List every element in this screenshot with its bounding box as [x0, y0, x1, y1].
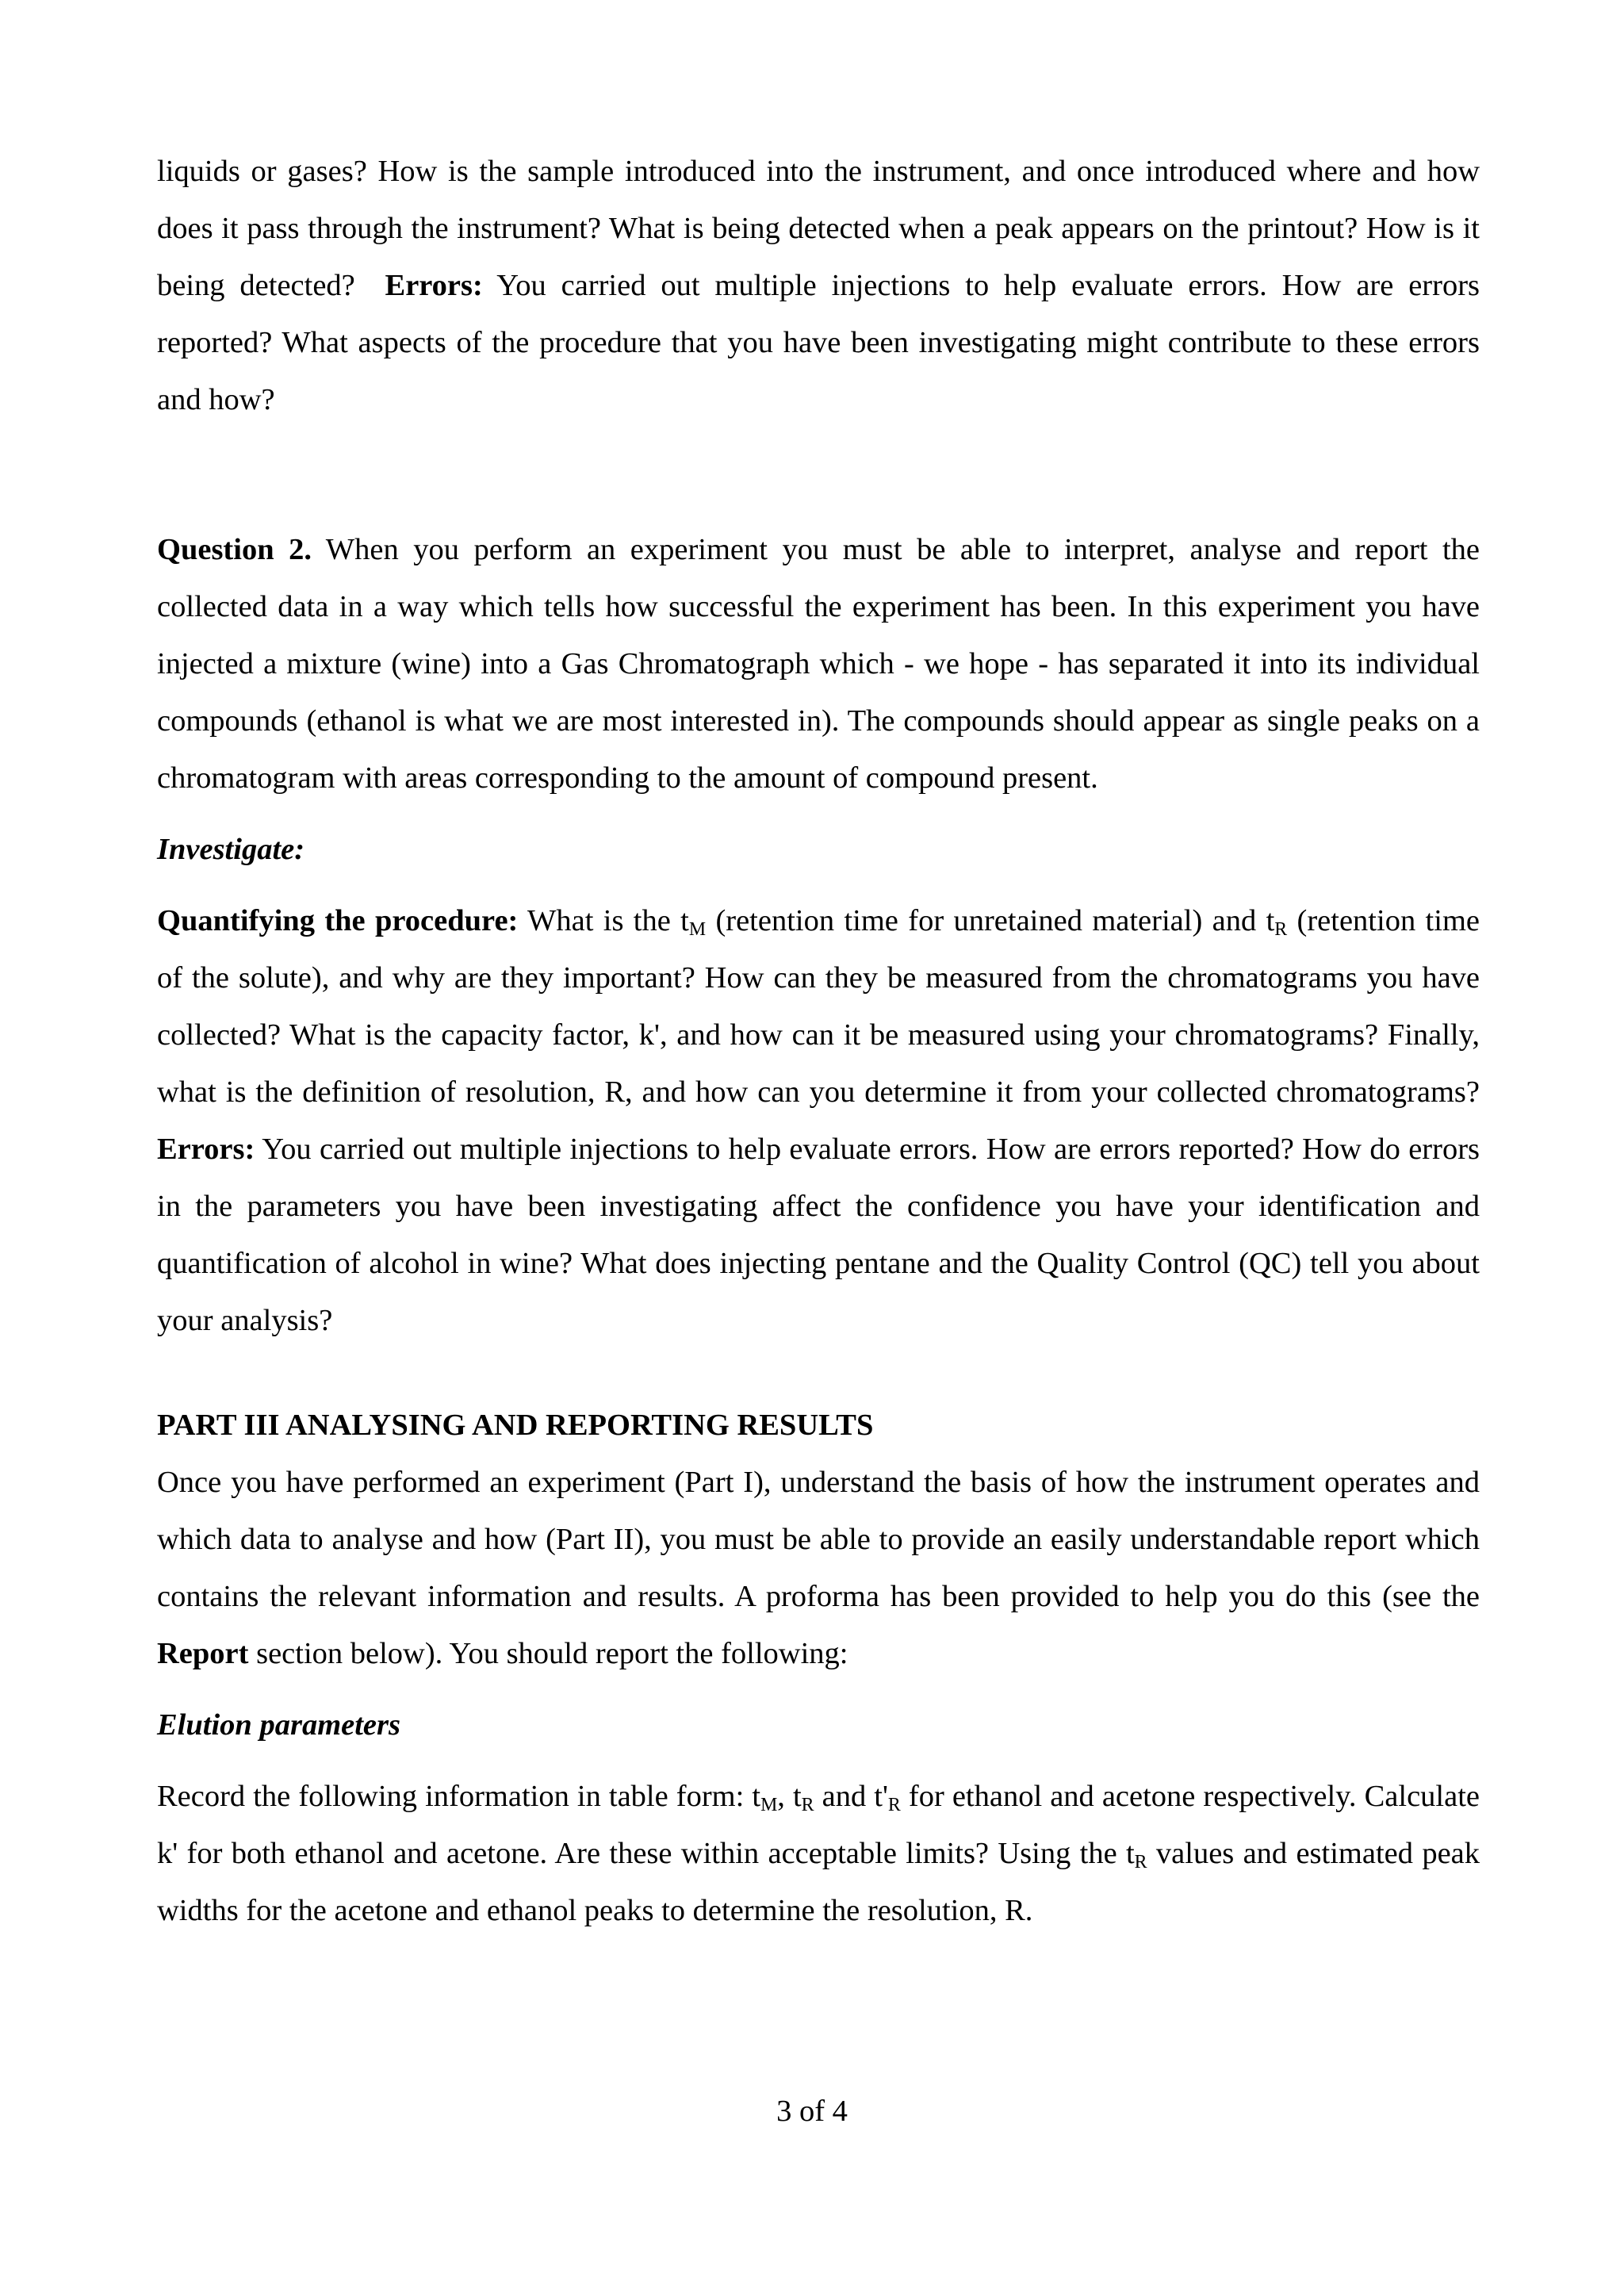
paragraph-elution: Record the following information in table form: $t_M$, $t_R$ and $t'_R$ for ethanol and acetone respectively. Calculate k' for both ethanol and acetone. Are these within acceptable limits? Using the $t_R$ values and estimated peak widths for the acetone and ethanol peaks to determine the resolution, R. [157, 1780, 1480, 1927]
paragraph-text: liquids or gases? How is the sample introduced into the instrument, and once introduced where and how does it pass through the instrument? What is being detected when a peak appears on the printout? How is it being detected? [157, 155, 1480, 302]
paragraph-quantifying: Quantifying the procedure: What is the $t_M$ (retention time for unretained material) and $t_R$ (retention time of the solute), and why are they important? How can they be measured from the chromatograms you have collected? What is the capacity factor, k', and how can it be measured using your chromatograms? Finally, what is the definition of resolution, R, and how can you determine it from your collected chromatograms? Errors: You carried out multiple injections to help evaluate errors. How are errors reported? How do errors in the parameters you have been investigating affect the confidence you have your identification and quantification of alcohol in wine? What does injecting pentane and the Quality Control (QC) tell you about your analysis? [157, 904, 1480, 1337]
question-2-label: Question 2. [157, 533, 312, 566]
paragraph-text: When you perform an experiment you must be able to interpret, analyse and report the collected data in a way which tells how successful the experiment has been. In this experiment you have injected a mixture (wine) into a Gas Chromatograph which - we hope - has separated it into its individual compounds (ethanol is what we are most interested in). The compounds should appear as single peaks on a chromatogram with areas corresponding to the amount of compound present. [157, 533, 1480, 795]
investigate-heading: Investigate: [157, 833, 305, 866]
document-page [157, 143, 1480, 1939]
paragraph-part2-q1-end [157, 143, 1480, 428]
part-3-heading: PART III ANALYSING AND REPORTING RESULTS [157, 1409, 874, 1442]
subscript-r: R [1274, 918, 1288, 940]
report-label: Report [157, 1637, 249, 1670]
paragraph-question-2 [157, 521, 1480, 807]
subscript-m: M [688, 918, 707, 940]
errors-label: Errors: [385, 269, 483, 302]
elution-parameters-heading: Elution parameters [157, 1708, 400, 1742]
quantifying-label: Quantifying the procedure: [157, 904, 519, 937]
errors-label: Errors: [157, 1133, 255, 1166]
page-number: 3 of 4 [776, 2095, 848, 2128]
paragraph-text: You carried out multiple injections to help evaluate errors. How are errors reported? What aspects of the procedure that you have been investigating might contribute to these errors and how? [157, 269, 1480, 416]
paragraph-part-3: Once you have performed an experiment (Part I), understand the basis of how the instrument operates and which data to analyse and how (Part II), you must be able to provide an easily understandable report which contains the relevant information and results. A proforma has been provided to help you do this (see the Report section below). You should report the following: [157, 1466, 1480, 1670]
